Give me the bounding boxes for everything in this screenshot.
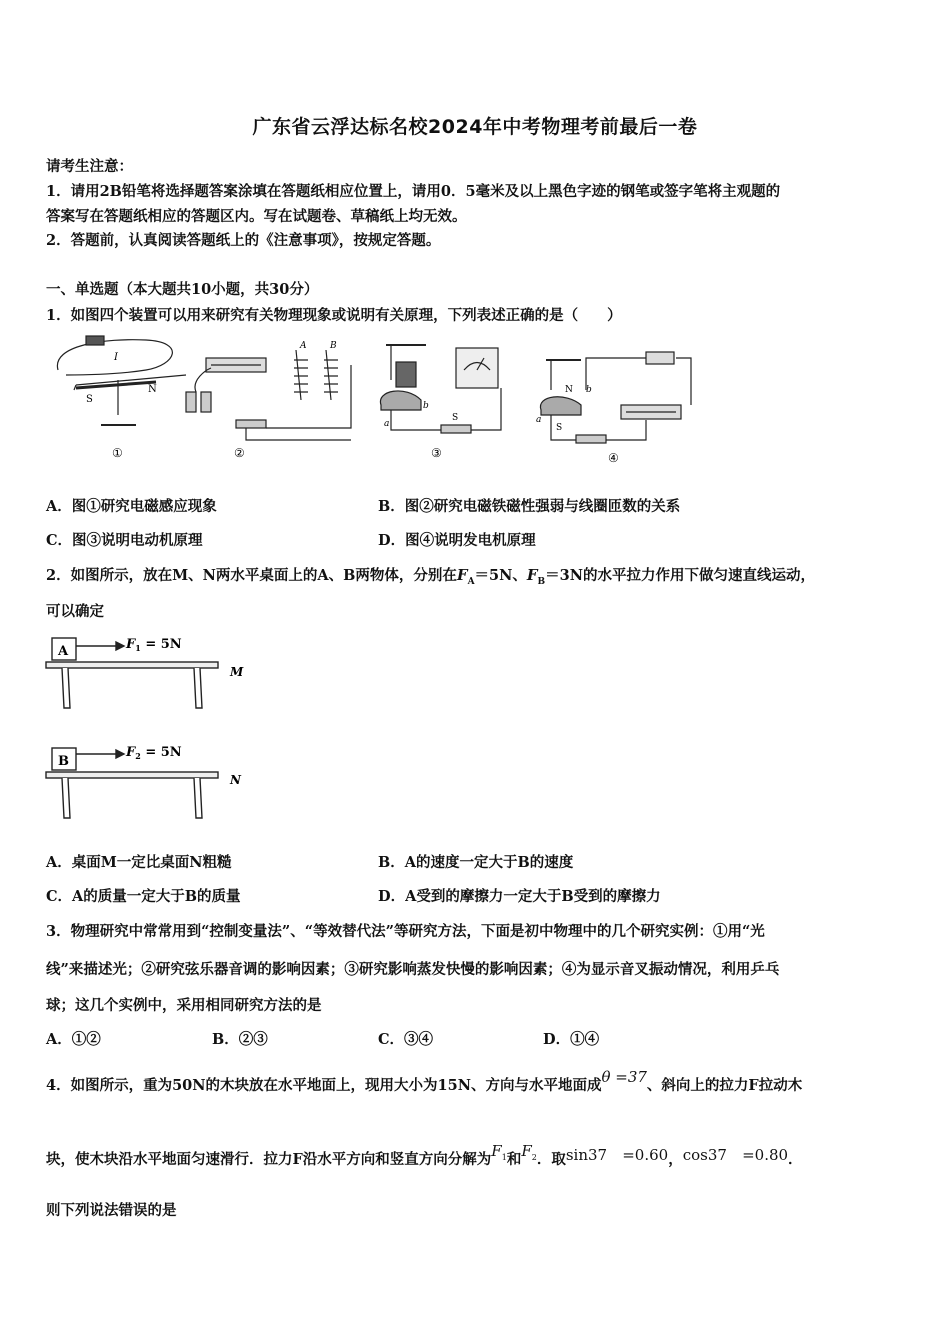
q4-f2-sub: 2 (531, 1152, 537, 1162)
fig1-label-s: S (86, 394, 93, 405)
q4-f1: F (491, 1142, 502, 1160)
q2-force-a-sub: 1 (135, 643, 141, 653)
fig2-label-a: A (300, 341, 307, 351)
q2-option-c: C．A的质量一定大于B的质量 (46, 888, 241, 905)
notice-item1-a: 1．请用2B铅笔将选择题答案涂填在答题纸相应位置上，请用0．5毫米及以上黑色字迹的钢笔或签字笔将主观题的 (46, 183, 781, 200)
q4-line2-a: 块，使木块沿水平地面匀速滑行．拉力F沿水平方向和竖直方向分解为 (46, 1151, 492, 1168)
q4-comma: ， (668, 1151, 683, 1168)
q2-block-b: B (58, 754, 69, 769)
notice-item2: 2．答题前，认真阅读答题纸上的《注意事项》，按规定答题。 (46, 232, 441, 249)
q2-option-b: B．A的速度一定大于B的速度 (378, 854, 574, 871)
fig3-label-s: S (452, 413, 459, 423)
q2-stem-a: 2．如图所示，放在M、N两水平桌面上的A、B两物体，分别在 (46, 567, 457, 584)
q4-line1 (46, 1068, 803, 1095)
q4-f1-sub: 1 (501, 1152, 507, 1162)
fig4-number: ④ (608, 451, 619, 465)
fig1-label-i: I (114, 352, 118, 363)
q2-stem-line1 (46, 564, 815, 587)
q2-block-a: A (58, 644, 69, 659)
q2-table-m: M (230, 665, 244, 679)
q4-f2: F (521, 1142, 532, 1160)
q2-fa: F (456, 566, 468, 584)
q2-table-n: N (230, 773, 241, 787)
q4-and: 和 (506, 1151, 522, 1168)
fig1-label-n: N (148, 384, 157, 395)
q1-figure-4 (540, 352, 691, 443)
q2-force-b-sub: 2 (135, 751, 141, 761)
q2-fb-sub: B (537, 576, 546, 587)
q1-option-d: D．图④说明发电机原理 (378, 532, 536, 549)
section-heading: 一、单选题（本大题共10小题，共30分） (46, 281, 319, 298)
q1-figure-1 (57, 336, 186, 425)
q3-option-b: B．②③ (212, 1031, 268, 1048)
q1-figure-3 (380, 345, 501, 433)
q4-cos-val: =0.80 (742, 1146, 789, 1164)
q2-force-b (125, 745, 182, 761)
q2-force-a (125, 637, 182, 653)
q3-line3: 球；这几个实例中，采用相同研究方法的是 (46, 997, 322, 1014)
q1-option-c: C．图③说明电动机原理 (46, 532, 203, 549)
q4-sin-val: =0.60 (622, 1146, 669, 1164)
fig4-label-s: S (556, 423, 563, 433)
q3-option-d: D．①④ (543, 1031, 600, 1048)
fig2-number: ② (234, 446, 245, 460)
fig4-label-a: a (536, 415, 542, 425)
notice-heading: 请考生注意： (46, 158, 133, 175)
q1-option-a: A．图①研究电磁感应现象 (46, 498, 217, 515)
q4-line1-b: 、斜向上的拉力F拉动木 (646, 1077, 803, 1094)
q3-line1: 3．物理研究中常常用到“控制变量法”、“等效替代法”等研究方法，下面是初中物理中的几个研究实例：①用“光 (46, 923, 765, 940)
q2-force-a-sym: F (126, 637, 136, 652)
fig4-label-b: b (586, 385, 592, 395)
q2-force-a-val: = 5N (140, 637, 182, 652)
fig3-label-b: b (423, 401, 429, 411)
q3-option-a: A．①② (46, 1031, 101, 1048)
q3-option-c: C．③④ (378, 1031, 434, 1048)
q2-fa-sub: A (467, 576, 475, 587)
q1-stem: 1．如图四个装置可以用来研究有关物理现象或说明有关原理，下列表述正确的是（ ） (46, 307, 622, 324)
q2-fb: F (526, 566, 538, 584)
q1-option-b: B．图②研究电磁铁磁性强弱与线圈匝数的关系 (378, 498, 681, 515)
q2-option-a: A．桌面M一定比桌面N粗糙 (46, 854, 232, 871)
q2-force-b-val: = 5N (140, 745, 182, 760)
q3-line2: 线”来描述光；②研究弦乐器音调的影响因素；③研究影响蒸发快慢的影响因素；④为显示音叉振动情况，利用乒乓 (46, 961, 780, 978)
q1-figure-2 (186, 350, 351, 440)
q4-sin: sin37 (565, 1146, 608, 1164)
q2-fa-val: ＝5N、 (474, 567, 527, 584)
q2-fb-val: ＝3N的水平拉力作用下做匀速直线运动， (545, 567, 815, 584)
notice-item1-b: 答案写在答题纸相应的答题区内。写在试题卷、草稿纸上均无效。 (46, 208, 467, 225)
q4-period: ． (788, 1151, 803, 1168)
q4-theta: θ =37 (601, 1068, 647, 1086)
q2-force-b-sym: F (126, 745, 136, 760)
q4-cos: cos37 (682, 1146, 727, 1164)
q2-figure (44, 628, 264, 828)
fig4-label-n: N (565, 385, 573, 395)
fig3-number: ③ (431, 446, 442, 460)
page-title: 广东省云浮达标名校2024年中考物理考前最后一卷 (252, 116, 698, 138)
fig3-label-a: a (384, 419, 390, 429)
q1-figures (46, 330, 706, 470)
q4-line2 (46, 1142, 803, 1170)
fig1-number: ① (112, 446, 123, 460)
q4-line1-a: 4．如图所示，重为50N的木块放在水平地面上，现用大小为15N、方向与水平地面成 (46, 1077, 602, 1094)
q4-line3: 则下列说法错误的是 (46, 1202, 177, 1219)
q2-stem-line2: 可以确定 (46, 603, 104, 620)
q4-take: ．取 (536, 1151, 566, 1168)
fig2-label-b: B (330, 341, 337, 351)
q2-option-d: D．A受到的摩擦力一定大于B受到的摩擦力 (378, 888, 661, 905)
